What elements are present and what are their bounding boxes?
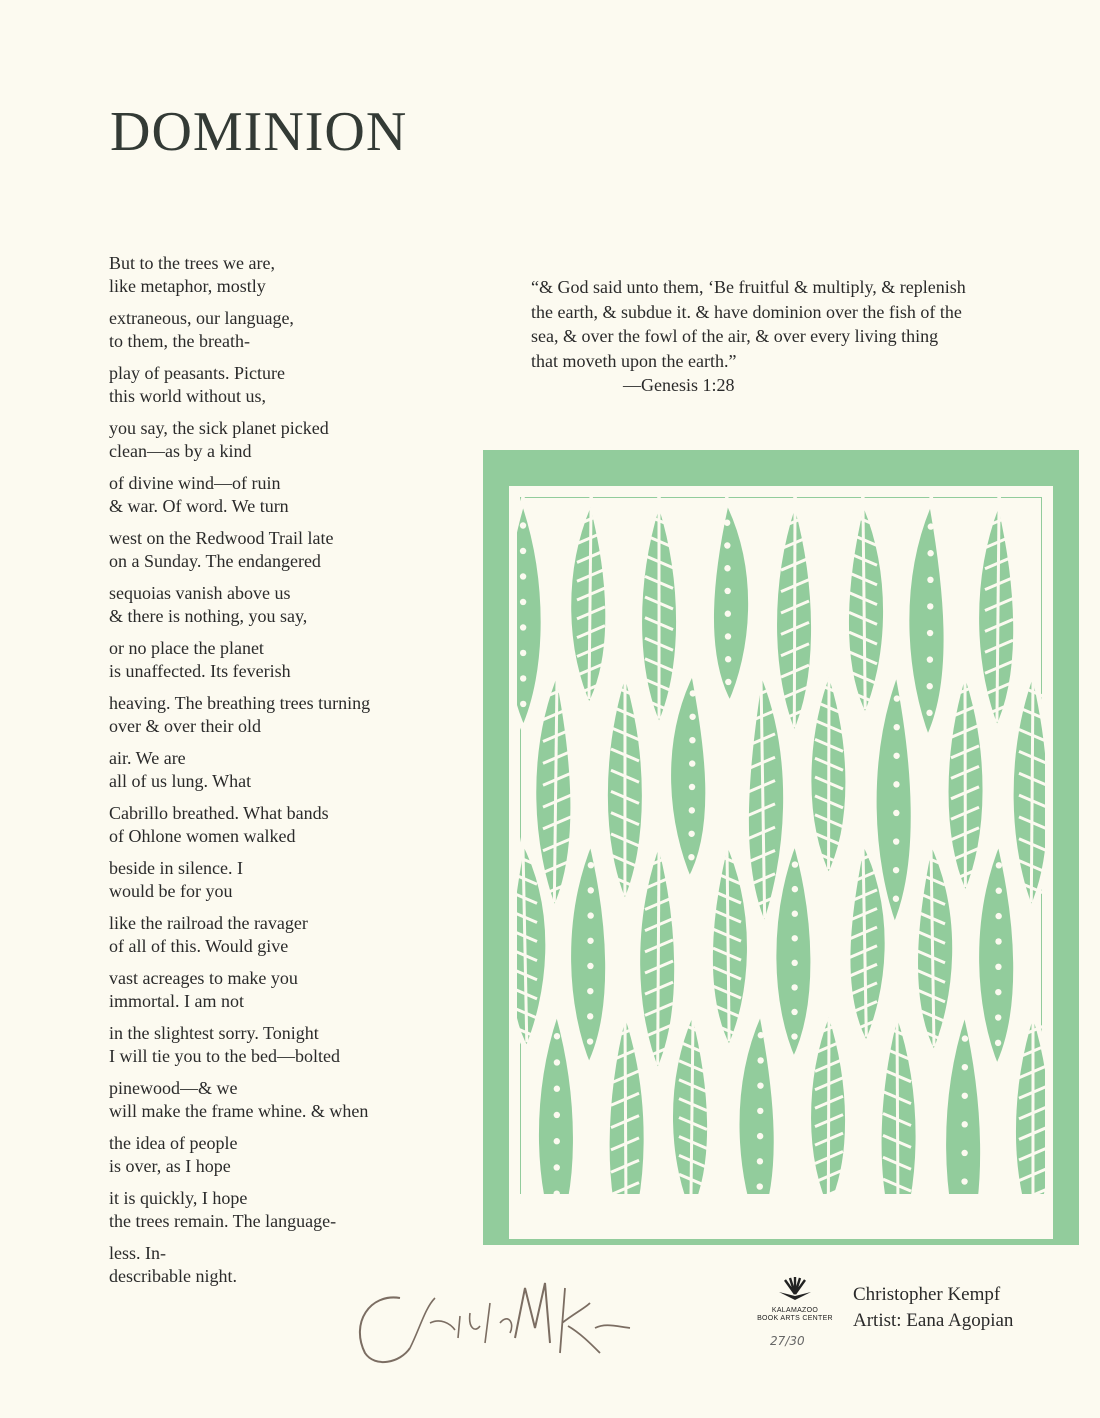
epigraph: [531, 275, 1051, 397]
poem-line: heaving. The breathing trees turning: [109, 693, 371, 713]
poem-line: beside in silence. I: [109, 858, 243, 878]
poem-line: the trees remain. The language-: [109, 1210, 337, 1231]
poem-stanza: [109, 1022, 509, 1067]
epigraph-line: the earth, & subdue it. & have dominion over the fish of the: [531, 301, 962, 322]
poem-line: vast acreages to make you: [109, 968, 298, 988]
poem-line: you say, the sick planet picked: [109, 418, 329, 438]
poem-stanza: [109, 252, 509, 297]
artist-credit: Artist: Eana Agopian: [853, 1310, 1014, 1331]
poem-stanza: [109, 747, 509, 792]
poem-line: on a Sunday. The endangered: [109, 550, 321, 571]
poem-stanza: [109, 967, 509, 1012]
poem-stanza: [109, 692, 509, 737]
poem-line: of all of this. Would give: [109, 935, 289, 956]
poem-line: of Ohlone women walked: [109, 825, 296, 846]
poem-line: in the slightest sorry. Tonight: [109, 1023, 319, 1043]
poem-line: like metaphor, mostly: [109, 275, 266, 296]
poem-stanza: [109, 307, 509, 352]
poem-line: this world without us,: [109, 385, 267, 406]
poem-line: is unaffected. Its feverish: [109, 660, 291, 681]
poem-stanza: [109, 527, 509, 572]
poem-line: west on the Redwood Trail late: [109, 528, 334, 548]
poem-line: & war. Of word. We turn: [109, 495, 289, 516]
poem-line: extraneous, our language,: [109, 308, 294, 328]
poem-line: I will tie you to the bed—bolted: [109, 1045, 340, 1066]
poem-stanza: [109, 857, 509, 902]
poem-line: clean—as by a kind: [109, 440, 252, 461]
credits: [853, 1282, 1013, 1334]
poem-line: describable night.: [109, 1265, 237, 1286]
handwritten-signature: [340, 1268, 640, 1383]
poem-line: like the railroad the ravager: [109, 913, 308, 933]
poem-line: it is quickly, I hope: [109, 1188, 248, 1208]
poem-line: the idea of people: [109, 1133, 238, 1153]
poem-stanza: [109, 637, 509, 682]
poem-line: & there is nothing, you say,: [109, 605, 308, 626]
poem-stanza: [109, 1077, 509, 1122]
epigraph-line: “& God said unto them, ‘Be fruitful & multiply, & replenish: [531, 277, 966, 297]
logo-line-1: KALAMAZOO: [771, 1307, 819, 1314]
poem-title: DOMINION: [110, 101, 408, 163]
poem-stanza: [109, 1187, 509, 1232]
poem-stanza: [109, 472, 509, 517]
poem-line: or no place the planet: [109, 638, 264, 658]
author-name: Christopher Kempf: [853, 1284, 1001, 1305]
poem-line: over & over their old: [109, 715, 261, 736]
poem-line: is over, as I hope: [109, 1155, 231, 1176]
leaf-linocut-print: [483, 450, 1079, 1245]
leaf-pattern-illustration: [483, 450, 1079, 1245]
book-arts-logo: [752, 1276, 838, 1323]
poem-line: sequoias vanish above us: [109, 583, 291, 603]
poem-line: immortal. I am not: [109, 990, 244, 1011]
poem-line: pinewood—& we: [109, 1078, 238, 1098]
poem-stanza: [109, 1132, 509, 1177]
poem-line: But to the trees we are,: [109, 253, 275, 273]
poem-stanza: [109, 417, 509, 462]
epigraph-citation: —Genesis 1:28: [623, 375, 735, 395]
poem-line: play of peasants. Picture: [109, 363, 285, 383]
poem-line: would be for you: [109, 880, 233, 901]
epigraph-line: that moveth upon the earth.”: [531, 350, 737, 371]
logo-line-2: BOOK ARTS CENTER: [757, 1315, 833, 1322]
poem-line: less. In-: [109, 1243, 166, 1263]
poem-stanza: [109, 582, 509, 627]
poem-line: to them, the breath-: [109, 330, 250, 351]
poem-stanza: [109, 802, 509, 847]
poem-line: Cabrillo breathed. What bands: [109, 803, 329, 823]
edition-number: 27/30: [770, 1334, 805, 1348]
signature-graphic: [340, 1268, 640, 1378]
open-book-icon: [775, 1276, 815, 1302]
poem-stanza: [109, 912, 509, 957]
epigraph-line: sea, & over the fowl of the air, & over every living thing: [531, 326, 939, 346]
poem-line: air. We are: [109, 748, 186, 768]
poem-line: will make the frame whine. & when: [109, 1100, 369, 1121]
poem-stanza: [109, 362, 509, 407]
poem-body: [109, 252, 509, 1297]
poem-line: all of us lung. What: [109, 770, 252, 791]
poem-line: of divine wind—of ruin: [109, 473, 281, 493]
